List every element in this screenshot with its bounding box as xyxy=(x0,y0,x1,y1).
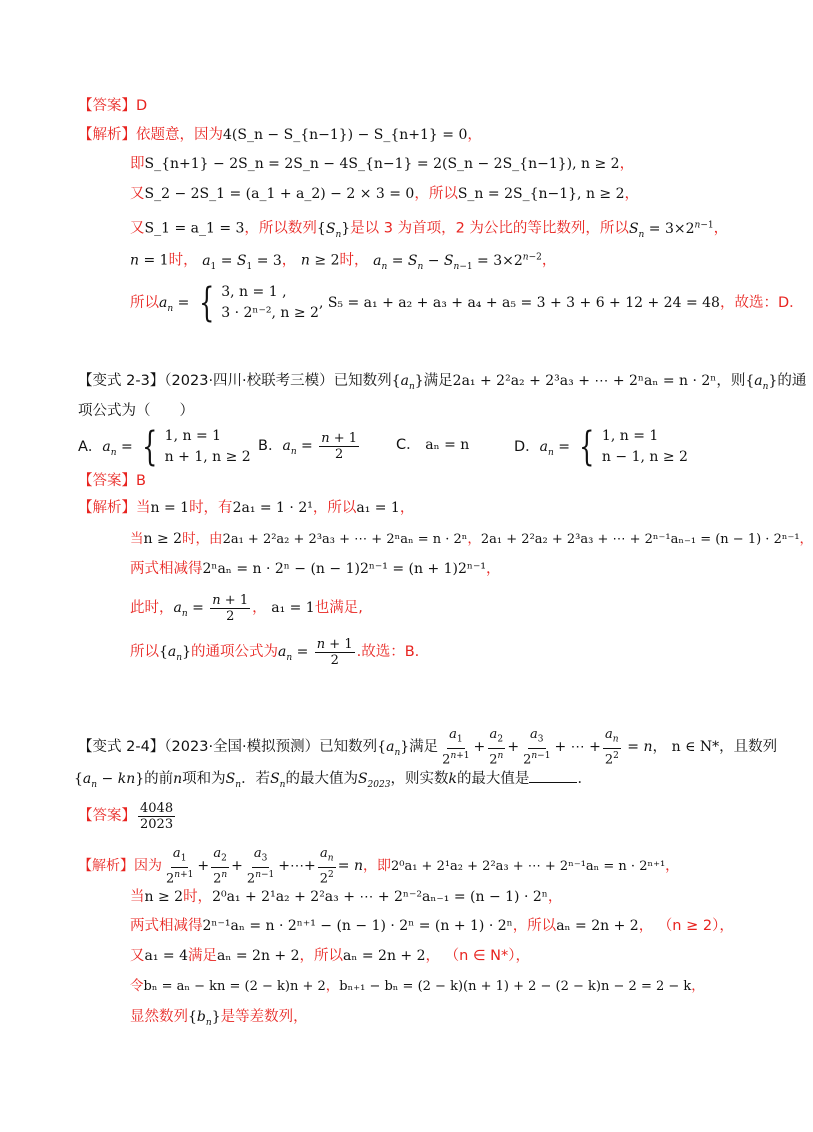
option-c: C． aₙ = n xyxy=(396,437,470,453)
variant-label: 【变式 2-3】 xyxy=(78,373,165,389)
analysis-line-4: 又a₁ = 4满足aₙ = 2n + 2，所以aₙ = 2n + 2， （n ∈ N*）， xyxy=(130,948,530,964)
math-expression: 2a₁ + 2²a₂ + 2³a₃ + ⋯ + 2ⁿaₙ = n · 2ⁿ xyxy=(452,373,717,389)
analysis-line-2: 当n ≥ 2时，2⁰a₁ + 2¹a₂ + 2²a₃ + ⋯ + 2ⁿ⁻²aₙ₋₁ = (n − 1) · 2ⁿ， xyxy=(130,889,563,905)
analysis-line-4: 此时，$a_n$ = $\frac{n + 1}{2}$ ， a₁ = 1也满足, xyxy=(130,592,363,624)
answer-fraction: $\frac{4048}{2023}$ xyxy=(140,800,174,832)
analysis-line-1: 【解析】当n = 1时，有2a₁ = 1 · 2¹，所以a₁ = 1， xyxy=(78,500,415,516)
math-expression: $\{S_n\}$ xyxy=(316,220,351,240)
analysis-line-4: 又S_1 = a_1 = 3，所以数列$\{S_n\}$是以 3 为首项，2 为公比的等比数列，所以$S_n = 3\times 2^{n-1}$， xyxy=(130,220,729,240)
answer-row-2 xyxy=(78,470,146,492)
variant-label: 【变式 2-4】 xyxy=(78,738,165,755)
analysis-label: 【解析】 xyxy=(78,127,136,143)
source-label: （2023·四川·校联考三模） xyxy=(164,373,334,389)
question-line-2: $\{a_n - kn\}$的前n项和为$S_n$．若$S_n$的最大值为$S_{2023}$，则实数k的最大值是 ． xyxy=(74,768,592,796)
math-expression: 4(S_n − S_{n−1}) − S_{n+1} = 0 xyxy=(223,127,468,143)
piecewise-function: { 3, n = 1 , 3 · 2ⁿ⁻², n ≥ 2 xyxy=(198,280,319,326)
option-a: A．$a_n$ = { 1, n = 1 n + 1, n ≥ 2 xyxy=(78,424,251,470)
answer-value: B xyxy=(136,473,146,489)
answer-label: 【答案】 xyxy=(78,808,136,824)
analysis-line-3: 两式相减得2ⁿaₙ = n · 2ⁿ − (n − 1)2ⁿ⁻¹ = (n + 1)2ⁿ⁻¹， xyxy=(130,561,501,577)
question-header-2-4: 【变式 2-4】（2023·全国·模拟预测）已知数列$\{a_n\}$满足 $\frac{a_1}{2^{n+1}}$ + $\frac{a_2}{2^n}$ + $\frac{a_3}{2^{n-1}}$ + ⋯ + $\frac{a_n}{2^2}$ = n， n ∈ N*，且数列 xyxy=(78,727,778,767)
analysis-line-3: 又S_2 − 2S_1 = (a_1 + a_2) − 2 × 3 = 0，所以S_n = 2S_{n−1}, n ≥ 2， xyxy=(130,186,640,202)
source-label: （2023·全国·模拟预测） xyxy=(164,738,320,755)
question-header-2-3: 【变式 2-3】（2023·四川·校联考三模）已知数列$\{a_n\}$满足2a₁ + 2²a₂ + 2³a₃ + ⋯ + 2ⁿaₙ = n · 2ⁿ，则$\{a_n\}$的通 xyxy=(78,373,807,392)
analysis-line-1: 【解析】依题意，因为4(S_n − S_{n−1}) − S_{n+1} = 0， xyxy=(78,127,482,143)
math-expression: $S_n = 3\times 2^{n-1}$ xyxy=(628,220,714,240)
analysis-line-6: 所以$a_n$ = { 3, n = 1 , 3 · 2ⁿ⁻², n ≥ 2 , S₅ = a₁ + a₂ + a₃ + a₄ + a₅ = 3 + 3 + 6 + 12 + 24 = 48，故选：D． xyxy=(130,280,804,326)
analysis-line-1: 【解析】因为 $\frac{a_1}{2^{n+1}}$ + $\frac{a_2}{2^n}$ + $\frac{a_3}{2^{n-1}}$ +⋯+ $\frac{a_n}{2^2}$ = n，即2⁰a₁ + 2¹a₂ + 2²a₃ + ⋯ + 2ⁿ⁻¹aₙ = n · 2ⁿ⁺¹， xyxy=(78,846,680,886)
answer-blank xyxy=(529,768,577,783)
math-expression: S_1 = a_1 = 3 xyxy=(144,220,245,237)
answer-row-3 xyxy=(78,796,177,836)
math-expression: , S₅ = a₁ + a₂ + a₃ + a₄ + a₅ = 3 + 3 + 6 + 12 + 24 = 48 xyxy=(318,295,720,311)
math-expression: S_{n+1} − 2S_n = 2S_n − 4S_{n−1} = 2(S_n − 2S_{n−1}), n ≥ 2 xyxy=(144,156,620,172)
answer-row-1 xyxy=(78,95,147,117)
answer-value: D xyxy=(136,98,148,114)
analysis-line-3: 两式相减得2ⁿ⁻¹aₙ = n · 2ⁿ⁺¹ − (n − 1) · 2ⁿ = (n + 1) · 2ⁿ，所以aₙ = 2n + 2， （n ≥ 2）， xyxy=(130,918,734,934)
analysis-line-5: 令bₙ = aₙ − kn = (2 − k)n + 2，bₙ₊₁ − bₙ = (2 − k)(n + 1) + 2 − (2 − k)n − 2 = 2 − k， xyxy=(130,978,705,994)
option-d: D．$a_n$ = { 1, n = 1 n − 1, n ≥ 2 xyxy=(514,424,688,470)
analysis-line-5: n = 1时， $a_1 = S_1 = 3$， n ≥ 2时， $a_n = S_n - S_{n-1} = 3\times 2^{n-2}$， xyxy=(130,252,557,272)
analysis-line-2: 即S_{n+1} − 2S_n = 2S_n − 4S_{n−1} = 2(S_n − 2S_{n−1}), n ≥ 2， xyxy=(130,156,635,172)
analysis-line-5: 所以$\{a_n\}$的通项公式为$a_n$ = $\frac{n + 1}{2}$ .故选：B. xyxy=(130,636,420,668)
math-expression: S_2 − 2S_1 = (a_1 + a_2) − 2 × 3 = 0 xyxy=(144,186,415,202)
analysis-label: 【解析】 xyxy=(78,857,134,874)
math-expression: S_n = 2S_{n−1}, n ≥ 2 xyxy=(457,186,625,202)
answer-label: 【答案】 xyxy=(78,98,136,114)
answer-label: 【答案】 xyxy=(78,473,136,489)
option-b: B．$a_n$ = $\frac{n + 1}{2}$ xyxy=(258,430,358,462)
question-line-2: 项公式为（ ） xyxy=(78,403,194,419)
analysis-line-2: 当n ≥ 2时，由2a₁ + 2²a₂ + 2³a₃ + ⋯ + 2ⁿaₙ = n · 2ⁿ，2a₁ + 2²a₂ + 2³a₃ + ⋯ + 2ⁿ⁻¹aₙ₋₁ = (n − 1) · 2ⁿ⁻¹， xyxy=(130,531,813,547)
analysis-label: 【解析】 xyxy=(78,500,136,516)
analysis-line-6: 显然数列$\{b_n\}$是等差数列， xyxy=(130,1009,308,1028)
